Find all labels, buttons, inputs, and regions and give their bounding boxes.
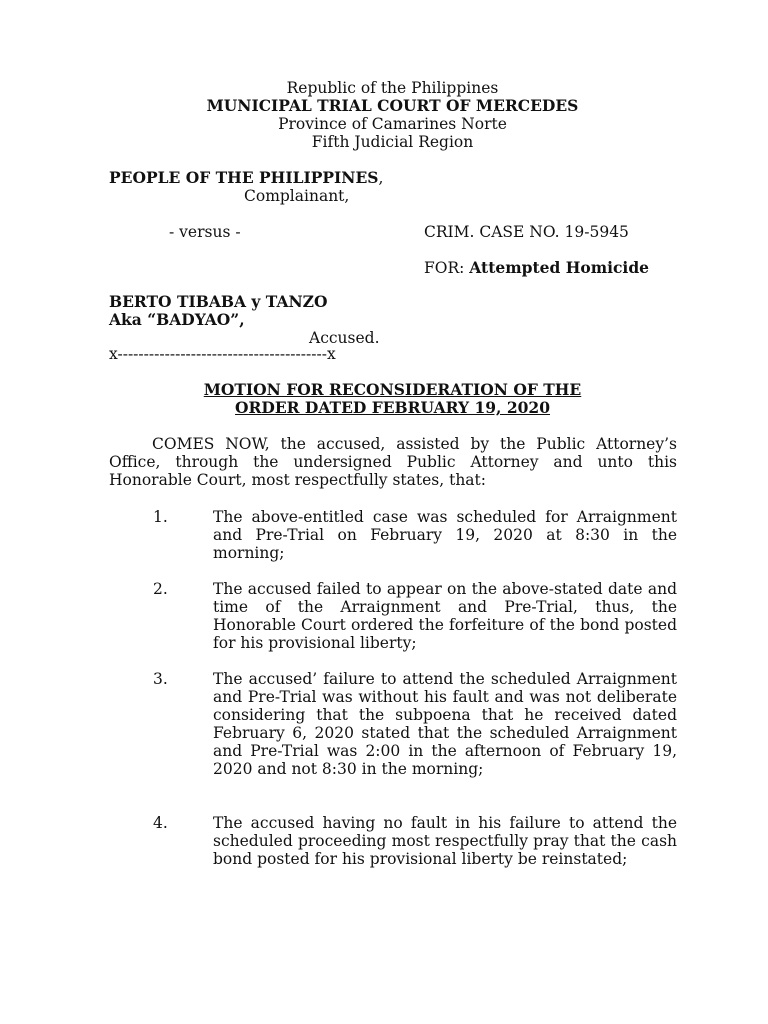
case-number: CRIM. CASE NO. 19-5945 <box>424 223 629 241</box>
header-court-name: MUNICIPAL TRIAL COURT OF MERCEDES <box>206 96 579 115</box>
offense-label: FOR: <box>424 259 470 277</box>
item-3-text: The accused’ failure to attend the scheduled Arraignment and Pre-Trial was without his fault and was not deliberate considering that the subpoena that he received dated February 6, 2020 stated that the scheduled Arraignment and Pre-Trial was 2:00 in the afternoon of February 19, 2020 and not 8:30 in the morning; <box>213 670 677 778</box>
accused-name: BERTO TIBABA y TANZO <box>109 292 328 311</box>
motion-title-text1: MOTION FOR RECONSIDERATION OF THE <box>203 380 582 399</box>
item-4-text: The accused having no fault in his failure to attend the scheduled proceeding most respectfully pray that the cash bond posted for his provisional liberty be reinstated; <box>213 814 677 868</box>
item-4-number: 4. <box>153 814 168 832</box>
motion-title-line2 <box>0 399 768 417</box>
offense-line <box>424 259 649 277</box>
motion-title-line1 <box>0 381 768 399</box>
item-1-text: The above-entitled case was scheduled for Arraignment and Pre-Trial on February 19, 2020 at 8:30 in the morning; <box>213 508 677 562</box>
item-2-number: 2. <box>153 580 168 598</box>
caption-separator: x----------------------------------------x <box>109 345 336 363</box>
item-1-number: 1. <box>153 508 168 526</box>
item-2-text: The accused failed to appear on the above-stated date and time of the Arraignment and Pre-Trial, thus, the Honorable Court ordered the forfeiture of the bond posted for his provisional liberty; <box>213 580 677 652</box>
plaintiff-name: PEOPLE OF THE PHILIPPINES <box>109 168 379 187</box>
item-3-number: 3. <box>153 670 168 688</box>
header-province: Province of Camarines Norte <box>278 115 507 133</box>
versus-label: - versus - <box>169 223 241 241</box>
plaintiff-role: Complainant, <box>244 187 350 205</box>
plaintiff-line <box>109 169 383 187</box>
plaintiff-comma: , <box>378 169 384 187</box>
header-republic: Republic of the Philippines <box>286 79 499 97</box>
intro-paragraph: COMES NOW, the accused, assisted by the Public Attorney’s Office, through the undersigned Public Attorney and unto this Honorable Court, most respectfully states, that: <box>109 435 677 489</box>
accused-role: Accused. <box>309 329 380 347</box>
accused-alias: Aka “BADYAO”, <box>109 310 245 329</box>
header-region: Fifth Judicial Region <box>311 133 474 151</box>
motion-title-text2: ORDER DATED FEBRUARY 19, 2020 <box>235 398 550 417</box>
offense-name: Attempted Homicide <box>469 258 650 277</box>
